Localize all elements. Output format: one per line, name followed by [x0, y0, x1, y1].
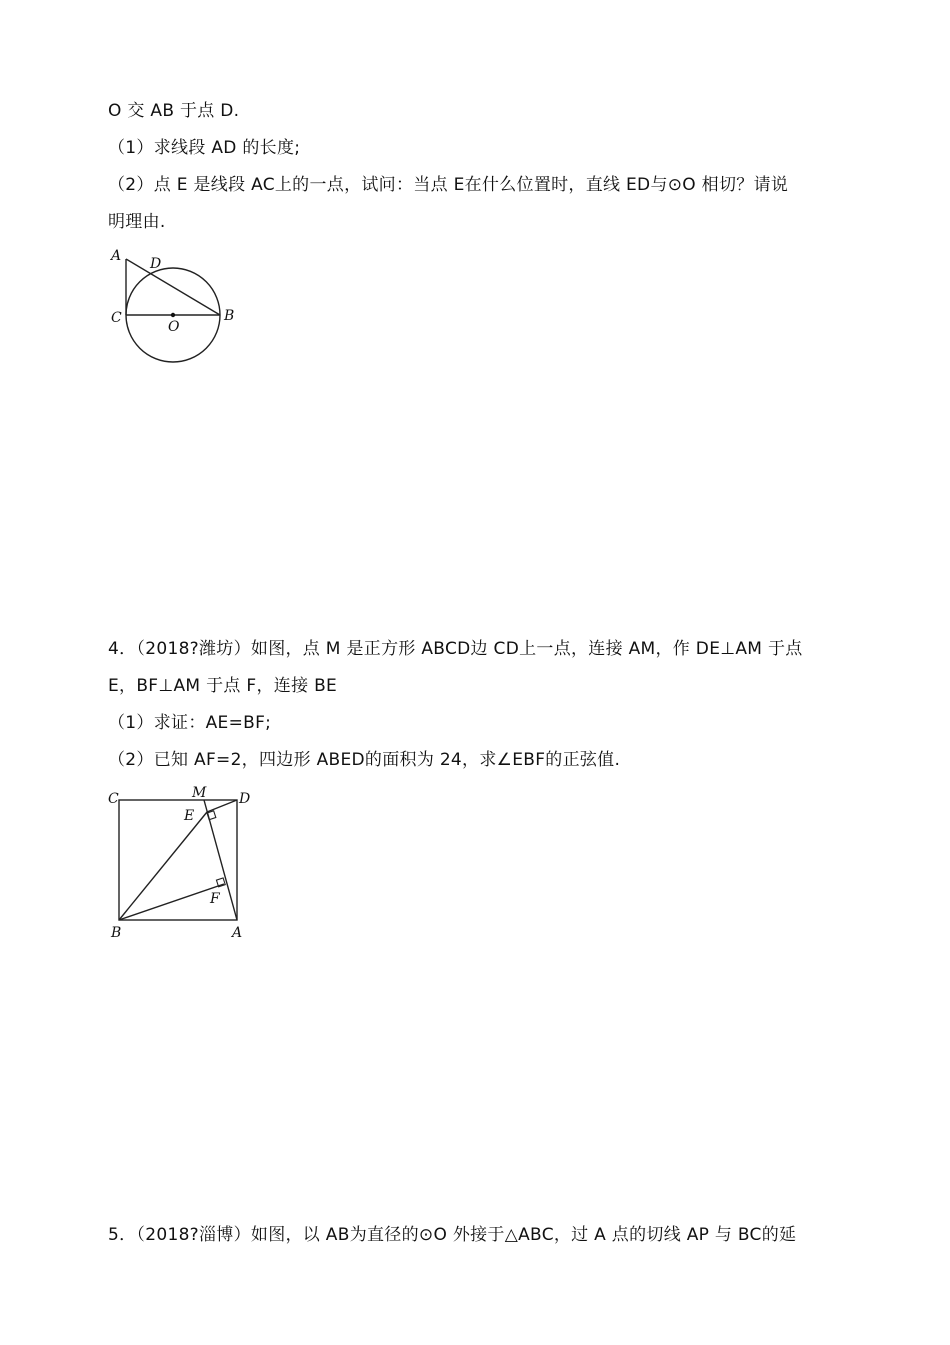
- label-c: C: [111, 310, 122, 326]
- label-a: A: [111, 248, 122, 264]
- problem3-part2-line2: 明理由.: [108, 212, 166, 232]
- label-d: D: [150, 256, 162, 272]
- problem3-part2-line1: （2）点 E 是线段 AC上的一点，试问：当点 E在什么位置时，直线 ED与⊙O 相切？请说: [108, 175, 789, 195]
- center-point-o: [171, 313, 175, 317]
- label-b: B: [224, 308, 235, 324]
- problem4-part2: （2）已知 AF=2，四边形 ABED的面积为 24，求∠EBF的正弦值.: [108, 750, 621, 770]
- label-m: M: [192, 785, 207, 801]
- segment-bf: [119, 884, 224, 920]
- label-c: C: [108, 791, 119, 807]
- segment-be: [119, 812, 207, 920]
- problem4-figure: [100, 780, 260, 945]
- segment-de: [207, 800, 237, 812]
- problem3-line1: O 交 AB 于点 D.: [108, 101, 240, 121]
- problem4-line2: E，BF⊥AM 于点 F，连接 BE: [108, 676, 338, 696]
- label-d: D: [239, 791, 251, 807]
- problem3-part1: （1）求线段 AD 的长度;: [108, 138, 301, 158]
- problem5-line1: 5．（2018?淄博）如图，以 AB为直径的⊙O 外接于△ABC，过 A 点的切线 AP 与 BC的延: [108, 1225, 797, 1245]
- label-b: B: [111, 925, 122, 941]
- label-a: A: [232, 925, 243, 941]
- problem4-line1: 4．（2018?潍坊）如图，点 M 是正方形 ABCD边 CD上一点，连接 AM，作 DE⊥AM 于点: [108, 639, 803, 659]
- problem4-part1: （1）求证：AE=BF;: [108, 713, 272, 733]
- label-f: F: [210, 891, 220, 907]
- label-o: O: [168, 319, 180, 335]
- problem3-figure: [100, 240, 250, 375]
- label-e: E: [184, 808, 195, 824]
